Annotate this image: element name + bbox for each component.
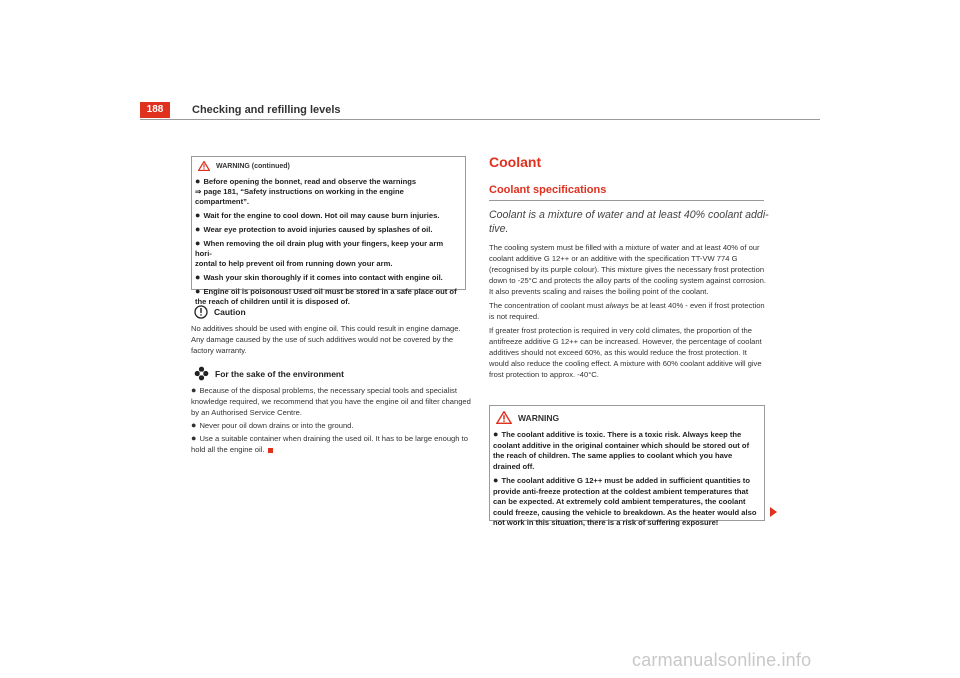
- bullet-icon: ●: [195, 272, 201, 282]
- environment-item: ● Never pour oil down drains or into the ground.: [191, 420, 354, 430]
- bullet-icon: ●: [191, 420, 197, 430]
- environment-item: ● Use a suitable container when draining the used oil. It has to be large enough to hold all the engine oil.: [191, 433, 468, 454]
- bullet-icon: ●: [493, 429, 499, 439]
- warning-heading: [496, 411, 758, 424]
- coolant-specifications-heading: Coolant specifications: [489, 184, 607, 196]
- bullet-icon: ●: [493, 475, 499, 485]
- warning-box: [489, 405, 765, 527]
- section-title: Checking and refilling levels: [192, 104, 341, 116]
- environment-label: For the sake of the environment: [215, 368, 344, 379]
- warning-item: ● Wash your skin thoroughly if it comes into contact with engine oil.: [195, 272, 443, 282]
- intro-text: Coolant is a mixture of water and at least 40% coolant addi-tive.: [489, 209, 769, 235]
- caution-text: No additives should be used with engine oil. This could result in engine damage. Any damage caused by the use of such additives would not be covered by the factory warranty.: [191, 324, 461, 355]
- warning-list: [195, 176, 459, 307]
- warning-item: ● Wear eye protection to avoid injuries caused by splashes of oil.: [195, 224, 433, 234]
- bullet-icon: ●: [195, 210, 201, 220]
- page-number: 188: [140, 102, 170, 118]
- warning-item: ● The coolant additive G 12++ must be added in sufficient quantities to provide anti-freeze protection at the coldest ambient temperatures that can be expected. At extremely cold ambient temperatures, the coolant could freeze, causing the vehicle to breakdown. As the heater would also not work in this situation, there is a risk of suffering exposure!: [493, 475, 757, 527]
- bullet-icon: ●: [195, 176, 201, 186]
- warning-label: WARNING (continued): [216, 162, 290, 170]
- coolant-heading: Coolant: [489, 154, 542, 170]
- end-marker-icon: [268, 448, 273, 453]
- warning-triangle-icon: [198, 161, 210, 171]
- paragraph: The concentration of coolant must always be at least 40% - even if frost protection is not required.: [489, 301, 765, 321]
- bullet-icon: ●: [195, 224, 201, 234]
- warning-item: ● The coolant additive is toxic. There is a toxic risk. Always keep the coolant additive in the original container which should be stored out of the reach of children. The same applies to coolant which you have drained off.: [493, 429, 750, 471]
- subheading-divider: [489, 200, 764, 201]
- paragraph: The cooling system must be filled with a mixture of water and at least 40% of our coolant additive G 12++ or an additive with the specification TT-VW 774 G (recognised by its purple colour). This mixture gives the necessary frost protection down to -25°C and protects the alloy parts of the cooling system against corrosion. It also prevents scaling and raises the boiling point of the coolant.: [489, 243, 766, 296]
- paragraph: If greater frost protection is required in very cold climates, the proportion of the antifreeze additive G 12++ can be increased. However, the percentage of coolant additives should not exceed 60%, as this would reduce the frost protection. It would also reduce the cooling effect. A mixture with 60% coolant additive will give frost protection to approx. -40°C.: [489, 326, 762, 379]
- caution-heading: [194, 305, 471, 319]
- environment-list: [191, 385, 471, 455]
- warning-list: [493, 429, 758, 529]
- bullet-icon: ●: [195, 286, 201, 296]
- environment-item: ● Because of the disposal problems, the necessary special tools and specialist knowledge required, we recommend that you have the engine oil and filter changed by an Authorised Service Centre.: [191, 385, 471, 417]
- environment-section: [191, 366, 471, 457]
- warning-triangle-icon: [496, 411, 512, 424]
- warning-item: ● Before opening the bonnet, read and observe the warnings ⇒ page 181, “Safety instructions on working in the engine compartment”.: [195, 176, 459, 207]
- continue-arrow-icon: [770, 507, 777, 517]
- warning-item: ● When removing the oil drain plug with your fingers, keep your arm hori- zontal to help prevent oil from running down your arm.: [195, 238, 444, 268]
- caution-label: Caution: [214, 307, 246, 317]
- warning-item: ● Engine oil is poisonous! Used oil must be stored in a safe place out of the reach of children until it is disposed of.: [195, 286, 457, 306]
- warning-label: WARNING: [518, 412, 560, 423]
- header-divider: [140, 119, 820, 120]
- warning-box-continued: [191, 156, 466, 306]
- warning-heading: [198, 161, 459, 171]
- warning-page-link[interactable]: ⇒ page 181, “Safety instructions on working in the engine compartment”.: [195, 187, 404, 206]
- page-header: [140, 102, 820, 120]
- warning-item: ● Wait for the engine to cool down. Hot oil may cause burn injuries.: [195, 210, 440, 220]
- caution-section: [191, 305, 471, 356]
- caution-icon: [194, 305, 208, 319]
- footer-watermark: carmanualsonline.info: [632, 650, 812, 670]
- flower-icon: [194, 366, 209, 381]
- bullet-icon: ●: [195, 238, 201, 248]
- coolant-body: [489, 242, 767, 383]
- bullet-icon: ●: [191, 385, 197, 395]
- environment-heading: [194, 366, 471, 381]
- bullet-icon: ●: [191, 433, 197, 443]
